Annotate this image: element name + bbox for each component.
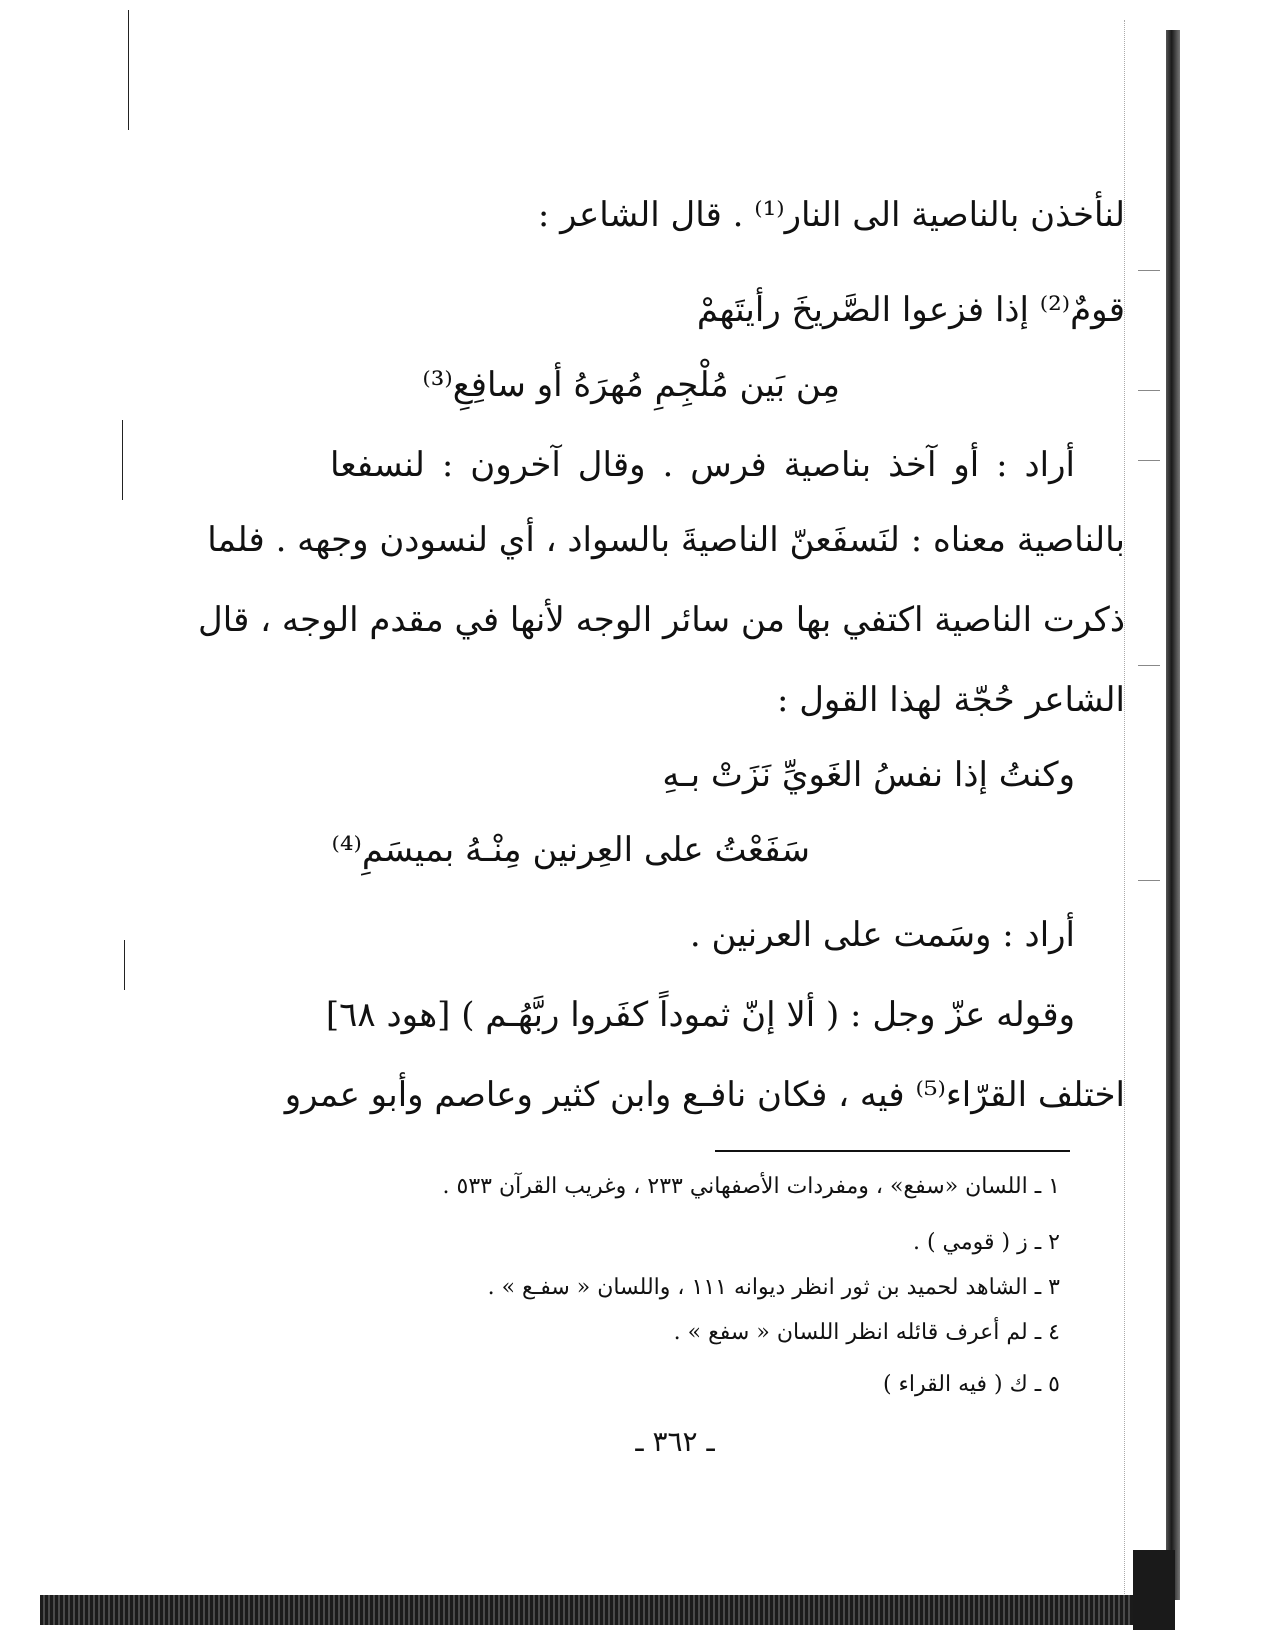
footnotes <box>330 0 1060 1420</box>
footnote-item: ٣ ـ الشاهد لحميد بن ثور انظر ديوانه ١١١ ، واللسان « سفـع » . <box>487 1275 1060 1300</box>
page-number: ـ ٣٦٢ ـ <box>635 1425 715 1458</box>
body-line: وقوله عزّ وجل : ( ألا إنّ ثموداً كفَروا ربَّهُـم ) [هود ٦٨] <box>325 995 1075 1035</box>
body-line: بالناصية معناه : لنَسفَعنّ الناصيةَ بالسواد ، أي لنسودن وجهه . فلما <box>207 520 1125 560</box>
body-line: اختلف القرّاء⁽⁵⁾ فيه ، فكان نافـع وابن كثير وعاصم وأبو عمرو <box>284 1075 1125 1115</box>
scan-binding-shadow <box>1166 30 1180 1600</box>
scan-binding-edge <box>1124 20 1165 1600</box>
footnote-item: ١ ـ اللسان «سفع» ، ومفردات الأصفهاني ٢٣٣ ، وغريب القرآن ٥٣٣ . <box>442 1174 1060 1199</box>
footnote-item: ٥ ـ ك ( فيه القراء ) <box>882 1372 1060 1397</box>
scan-artifact-left-line-2 <box>122 420 123 500</box>
scan-artifact-left-line-1 <box>128 10 129 130</box>
scan-margin-tick <box>1138 665 1160 666</box>
scan-bottom-band <box>40 1595 1155 1625</box>
body-line: الشاعر حُجّة لهذا القول : <box>776 680 1125 720</box>
verse-line: مِن بَين مُلْجِمِ مُهرَهُ أو سافِعِ⁽³⁾ <box>422 365 840 405</box>
scan-margin-tick <box>1138 880 1160 881</box>
body-line: أراد : أو آخذ بناصية فرس . وقال آخرون : لنسفعا <box>330 445 1075 485</box>
body-line: ذكرت الناصية اكتفي بها من سائر الوجه لأنها في مقدم الوجه ، قال <box>198 600 1125 640</box>
footnote-item: ٤ ـ لم أعرف قائله انظر اللسان « سفع » . <box>673 1320 1060 1345</box>
verse-line: وكنتُ إذا نفسُ الغَويِّ نَزَتْ بـهِ <box>662 755 1075 795</box>
scan-bottom-corner <box>1133 1550 1175 1630</box>
verse-line: سَفَعْتُ على العِرنين مِنْـهُ بميسَمِ⁽⁴⁾ <box>331 830 810 870</box>
footnote-item: ٢ ـ ز ( قومي ) . <box>912 1230 1060 1255</box>
scan-margin-tick <box>1138 270 1160 271</box>
scan-margin-tick <box>1138 390 1160 391</box>
scan-artifact-left-line-3 <box>124 940 125 990</box>
body-line: لنأخذن بالناصية الى النار⁽¹⁾ . قال الشاعر : <box>537 195 1125 235</box>
verse-line: قومٌ⁽²⁾ إذا فزعوا الصَّريخَ رأيتَهمْ <box>696 290 1125 330</box>
body-line: أراد : وسَمت على العرنين . <box>689 915 1075 955</box>
scan-margin-tick <box>1138 460 1160 461</box>
